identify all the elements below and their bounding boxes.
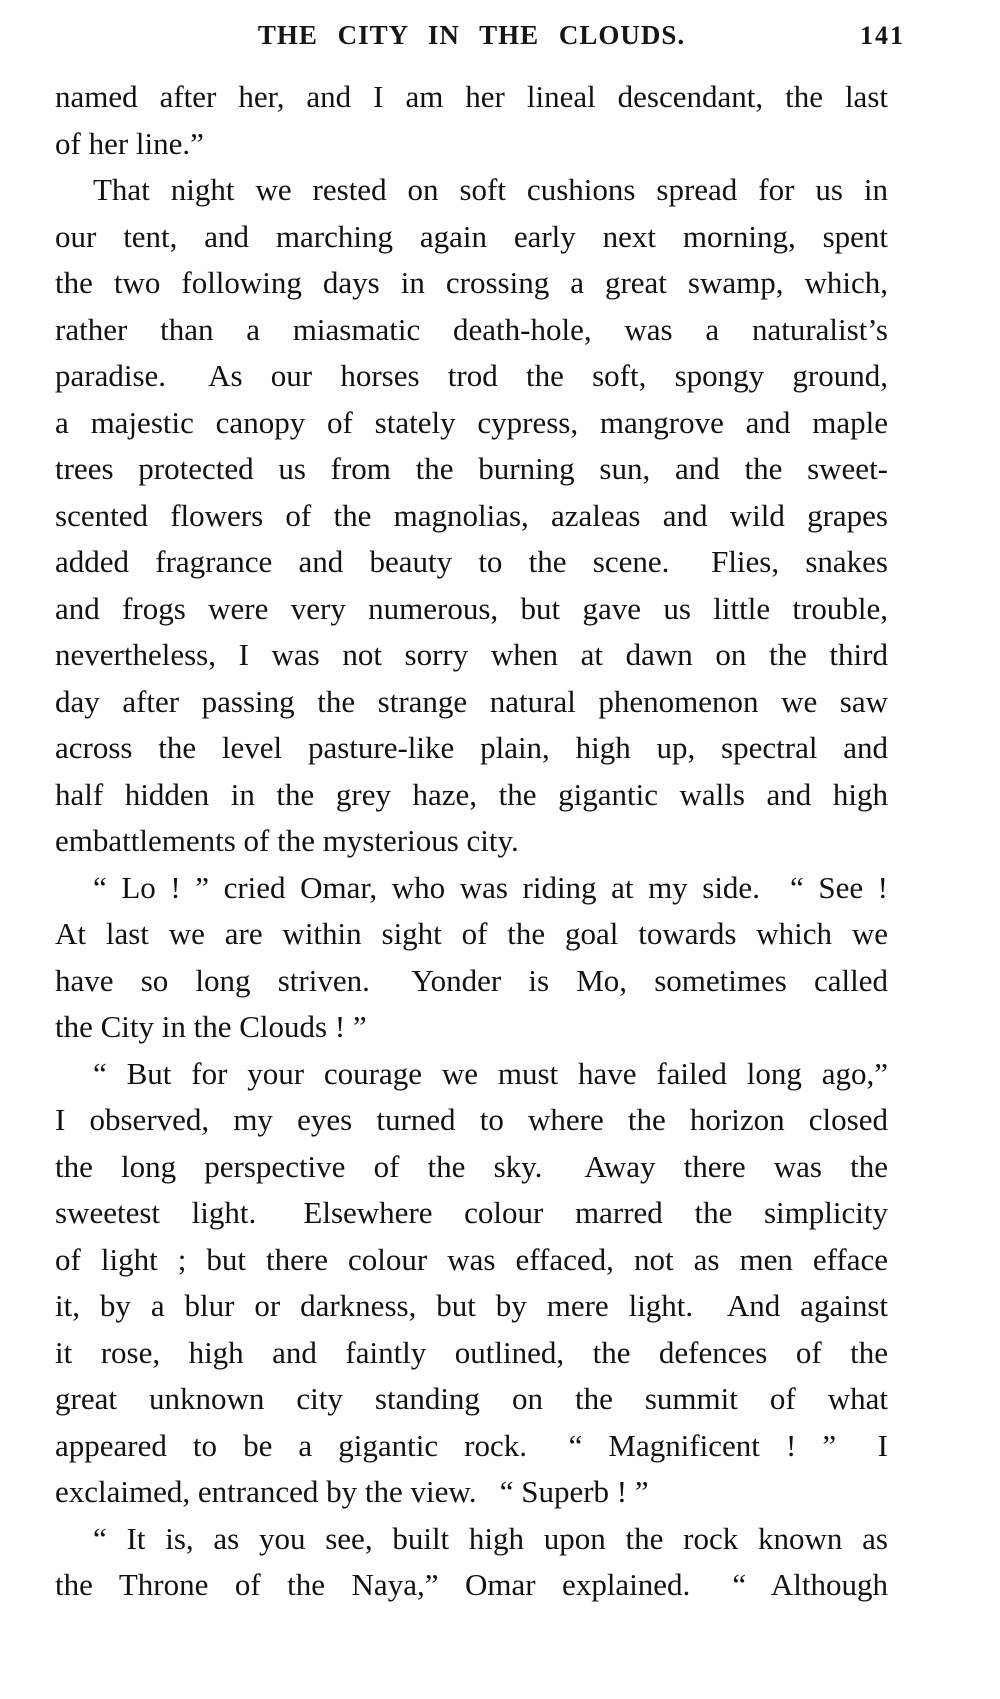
text-line: the City in the Clouds ! ” bbox=[55, 1009, 367, 1044]
text-line: a majestic canopy of stately cypress, mangrove and maple bbox=[55, 404, 888, 440]
text-line: At last we are within sight of the goal towards which we bbox=[55, 916, 888, 951]
page-body bbox=[55, 74, 888, 1609]
text-line: trees protected us from the burning sun, and the sweet- bbox=[55, 451, 888, 486]
text-line: exclaimed, entranced by the view. “ Superb ! ” bbox=[55, 1474, 649, 1509]
text-line: across the level pasture-like plain, high up, spectral and bbox=[55, 730, 888, 765]
text-line: named after her, and I am her lineal descendant, the last bbox=[55, 79, 888, 114]
text-line: have so long striven. Yonder is Mo, sometimes called bbox=[55, 962, 888, 998]
text-line: and frogs were very numerous, but gave us little trouble, bbox=[55, 590, 888, 626]
text-line: the two following days in crossing a great swamp, which, bbox=[55, 265, 888, 300]
text-line: That night we rested on soft cushions spread for us in bbox=[93, 172, 888, 207]
text-line: “ But for your courage we must have failed long ago,” bbox=[93, 1055, 888, 1091]
text-line: the long perspective of the sky. Away there was the bbox=[55, 1148, 888, 1184]
text-line: nevertheless, I was not sorry when at dawn on the third bbox=[55, 637, 888, 672]
running-header bbox=[55, 20, 888, 51]
text-line: it, by a blur or darkness, but by mere light. And against bbox=[55, 1288, 888, 1323]
text-line: scented flowers of the magnolias, azaleas and wild grapes bbox=[55, 497, 888, 533]
text-line: “ Lo ! ” cried Omar, who was riding at my side. “ See ! bbox=[93, 869, 888, 905]
text-line: of her line.” bbox=[55, 125, 204, 161]
text-line: embattlements of the mysterious city. bbox=[55, 823, 519, 858]
text-line: added fragrance and beauty to the scene. Flies, snakes bbox=[55, 544, 888, 579]
text-line: appeared to be a gigantic rock. “ Magnificent ! ” I bbox=[55, 1427, 888, 1463]
text-line: I observed, my eyes turned to where the horizon closed bbox=[55, 1102, 888, 1137]
text-line: half hidden in the grey haze, the gigantic walls and high bbox=[55, 776, 888, 812]
text-line: “ It is, as you see, built high upon the rock known as bbox=[93, 1520, 888, 1556]
page-number: 141 bbox=[860, 21, 905, 50]
text-line: great unknown city standing on the summit of what bbox=[55, 1381, 888, 1416]
text-line: it rose, high and faintly outlined, the defences of the bbox=[55, 1334, 888, 1370]
text-line: rather than a miasmatic death-hole, was a naturalist’s bbox=[55, 311, 888, 347]
text-line: our tent, and marching again early next morning, spent bbox=[55, 218, 888, 254]
text-line: paradise. As our horses trod the soft, spongy ground, bbox=[55, 358, 888, 393]
page-title: THE CITY IN THE CLOUDS. bbox=[257, 20, 686, 50]
text-line: the Throne of the Naya,” Omar explained. “ Although bbox=[55, 1567, 888, 1602]
text-line: day after passing the strange natural phenomenon we saw bbox=[55, 683, 888, 719]
text-line: of light ; but there colour was effaced, not as men efface bbox=[55, 1241, 888, 1277]
text-line: sweetest light. Elsewhere colour marred the simplicity bbox=[55, 1195, 888, 1230]
